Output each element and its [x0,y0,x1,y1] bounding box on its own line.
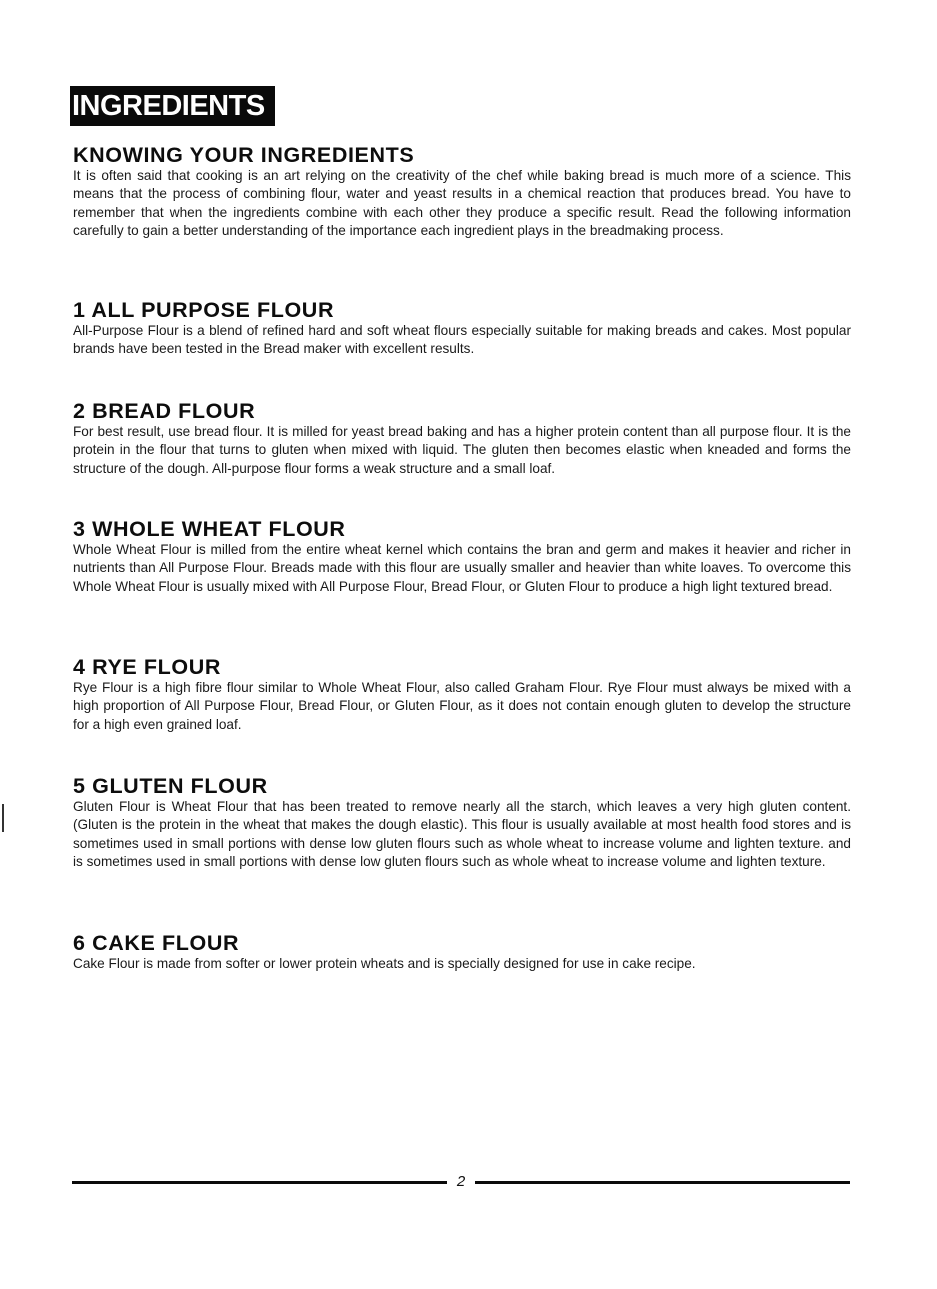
section-heading: 3 WHOLE WHEAT FLOUR [73,517,346,541]
section-whole-wheat-flour [73,517,851,596]
section-body: Whole Wheat Flour is milled from the entire wheat kernel which contains the bran and germ and makes it heavier and richer in nutrients than All Purpose Flour. Breads made with this flour are usually smaller and heavier than white loaves. To overcome this Whole Wheat Flour is usually mixed with All Purpose Flour, Bread Flour, or Gluten Flour to produce a high light textured bread. [73,542,851,594]
footer-rule-left [72,1181,447,1184]
section-body: For best result, use bread flour. It is milled for yeast bread baking and has a higher protein content than all purpose flour. It is the protein in the flour that turns to gluten when mixed with liquid. The gluten then becomes elastic when kneaded and forms the structure of the dough. All-purpose flour forms a weak structure and a small loaf. [73,424,851,476]
margin-scan-mark [2,804,4,832]
section-cake-flour [73,931,851,973]
section-knowing-your-ingredients [73,143,851,240]
section-body: All-Purpose Flour is a blend of refined hard and soft wheat flours especially suitable for making breads and cakes. Most popular brands have been tested in the Bread maker with excellent results. [73,323,851,357]
section-body: Gluten Flour is Wheat Flour that has been treated to remove nearly all the starch, which leaves a very high gluten content. (Gluten is the protein in the wheat that makes the dough elastic). This flour is usually available at most health food stores and is sometimes used in small portions with dense low gluten flours such as whole wheat to increase volume and lighten texture. and is sometimes used in small portions with dense low gluten flours such as whole wheat to increase volume and lighten texture. [73,799,851,869]
section-heading: 5 GLUTEN FLOUR [73,774,268,798]
section-heading: 4 RYE FLOUR [73,655,221,679]
section-body: It is often said that cooking is an art relying on the creativity of the chef while baking bread is much more of a science. This means that the process of combining flour, water and yeast results in a chemical reaction that produces bread. You have to remember that when the ingredients combine with each other they produce a specific result. Read the following information carefully to gain a better understanding of the importance each ingredient plays in the breadmaking process. [73,168,851,238]
section-heading: 2 BREAD FLOUR [73,399,256,423]
section-heading: 6 CAKE FLOUR [73,931,240,955]
section-bread-flour [73,399,851,478]
page-title: INGREDIENTS [70,86,275,126]
section-gluten-flour [73,774,851,871]
section-rye-flour [73,655,851,734]
page-number: 2 [456,1173,466,1190]
page-footer [72,1172,850,1192]
footer-rule-right [475,1181,850,1184]
section-heading: 1 ALL PURPOSE FLOUR [73,298,335,322]
section-body: Cake Flour is made from softer or lower protein wheats and is specially designed for use in cake recipe. [73,956,696,971]
section-heading: KNOWING YOUR INGREDIENTS [73,143,415,167]
section-body: Rye Flour is a high fibre flour similar to Whole Wheat Flour, also called Graham Flour. Rye Flour must always be mixed with a high proportion of All Purpose Flour, Bread Flour, or Gluten Flour, as it does not contain enough gluten to develop the structure for a high even grained loaf. [73,680,851,732]
section-all-purpose-flour [73,298,851,359]
